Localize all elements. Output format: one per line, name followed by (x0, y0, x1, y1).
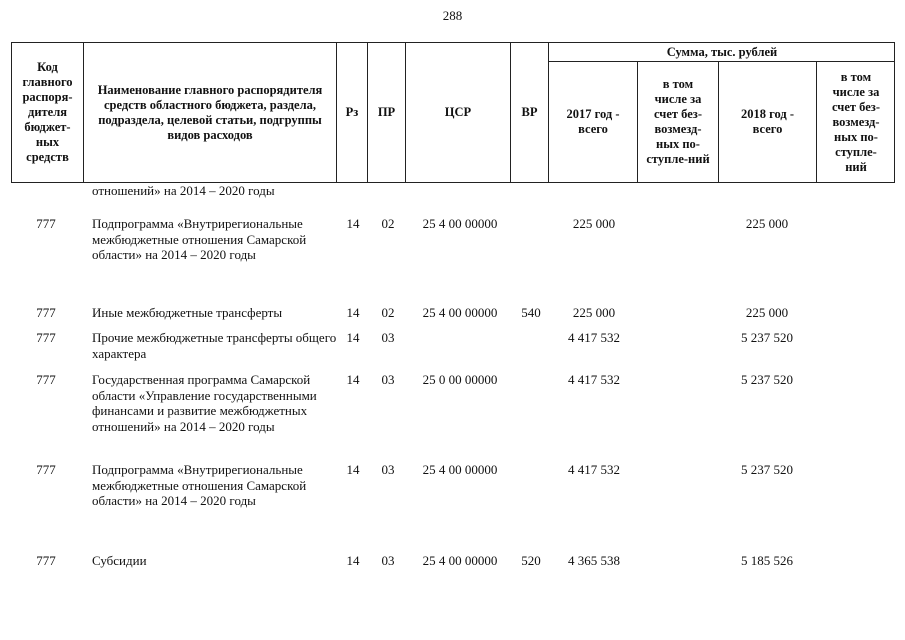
header-vr: ВР (521, 105, 538, 119)
row-sum-2018: 5 185 526 (741, 553, 793, 568)
row-rz: 14 (346, 553, 360, 568)
row-rz: 14 (346, 305, 360, 320)
row-name: Прочие межбюджетные трансферты общего характера (92, 330, 337, 361)
row-pr: 02 (381, 216, 395, 231)
row-pr: 02 (381, 305, 395, 320)
header-name: Наименование главного распорядителя средств областного бюджета, раздела, подраздела, целевой статьи, подгруппы видов расходов (97, 82, 323, 142)
row-csr: 25 4 00 00000 (422, 462, 498, 477)
row-vr: 540 (521, 305, 541, 320)
row-name: Иные межбюджетные трансферты (92, 305, 283, 320)
row-sum-2018: 225 000 (745, 216, 789, 231)
row-pr: 03 (381, 330, 395, 345)
page-number: 288 (442, 8, 463, 23)
row-code: 777 (36, 372, 56, 387)
row-vr: 520 (521, 553, 541, 568)
header-2018-incl: в том числе за счет без-возмезд-ных по-ступле-ний (832, 69, 880, 174)
row-sum-2018: 225 000 (745, 305, 789, 320)
row-name: Подпрограмма «Внутрирегиональные межбюджетные отношения Самарской области» на 2014 – 2020 годы (92, 216, 307, 262)
row-csr: 25 4 00 00000 (422, 553, 498, 568)
row-sum-2017: 225 000 (572, 216, 616, 231)
row-sum-2017: 4 417 532 (568, 330, 620, 345)
row-name: Государственная программа Самарской области «Управление государственными финансами и развитие межбюджетных отношений» на 2014 – 2020 годы (92, 372, 317, 434)
header-rz: Рз (345, 105, 359, 119)
row-rz: 14 (346, 330, 360, 345)
continuation-text: отношений» на 2014 – 2020 годы (92, 183, 275, 198)
header-2017-incl: в том числе за счет без-возмезд-ных по-ступле-ний (646, 77, 710, 166)
header-2018-total: 2018 год - всего (741, 107, 794, 136)
row-sum-2018: 5 237 520 (741, 330, 793, 345)
row-sum-2018: 5 237 520 (741, 462, 793, 477)
row-sum-2017: 225 000 (572, 305, 616, 320)
row-code: 777 (36, 553, 56, 568)
header-code: Код главного распоря-дителя бюджет-ных средств (22, 60, 73, 164)
row-csr: 25 0 00 00000 (422, 372, 498, 387)
row-name: Подпрограмма «Внутрирегиональные межбюджетные отношения Самарской области» на 2014 – 2020 годы (92, 462, 307, 508)
row-rz: 14 (346, 216, 360, 231)
row-code: 777 (36, 330, 56, 345)
row-csr: 25 4 00 00000 (422, 305, 498, 320)
header-pr: ПР (377, 105, 396, 119)
row-code: 777 (36, 462, 56, 477)
row-pr: 03 (381, 372, 395, 387)
row-code: 777 (36, 305, 56, 320)
header-sum: Сумма, тыс. рублей (666, 44, 778, 59)
header-2017-total: 2017 год - всего (566, 107, 620, 136)
row-sum-2017: 4 417 532 (568, 372, 620, 387)
row-sum-2017: 4 417 532 (568, 462, 620, 477)
row-name: Субсидии (92, 553, 147, 568)
row-pr: 03 (381, 462, 395, 477)
row-csr: 25 4 00 00000 (422, 216, 498, 231)
row-code: 777 (36, 216, 56, 231)
row-pr: 03 (381, 553, 395, 568)
header-csr: ЦСР (444, 105, 472, 119)
row-sum-2018: 5 237 520 (741, 372, 793, 387)
row-rz: 14 (346, 462, 360, 477)
row-rz: 14 (346, 372, 360, 387)
row-sum-2017: 4 365 538 (568, 553, 620, 568)
